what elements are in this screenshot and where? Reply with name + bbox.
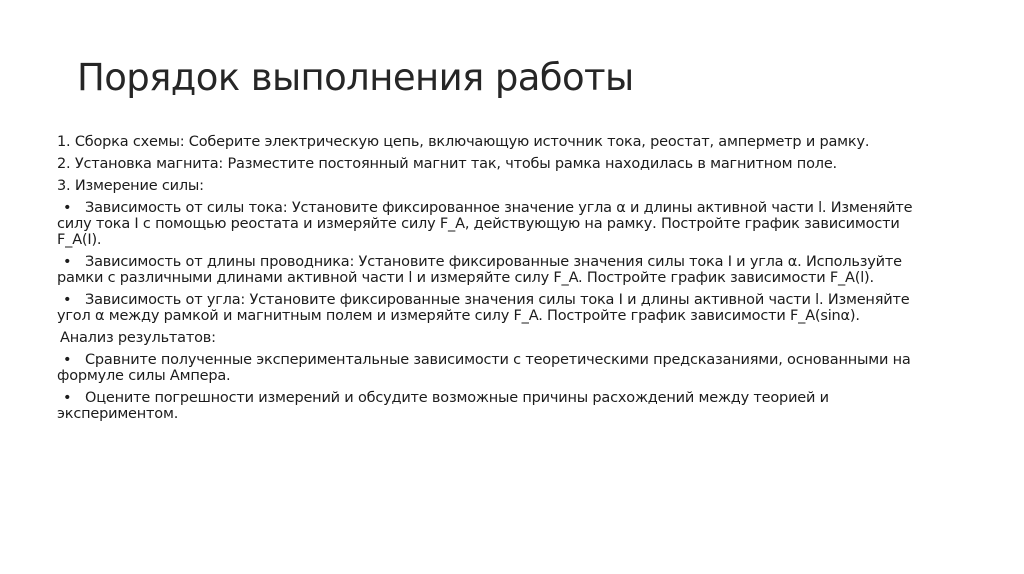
bullet-compare-text: Сравните полученные экспериментальные зависимости с теоретическими предсказаниями, основанными на формуле силы Ампера. [57,352,911,384]
bullet-angle-text: Зависимость от угла: Установите фиксированные значения силы тока I и длины активной части l. Изменяйте угол α между рамкой и магнитным полем и измеряйте силу F_A. Постройте график зависимости F_A(sinα). [57,292,910,324]
bullet-compare [57,352,917,384]
bullet-errors-text: Оцените погрешности измерений и обсудите возможные причины расхождений между теорией и экспериментом. [57,390,829,422]
bullet-errors [57,390,917,422]
step-measure-text: 3. Измерение силы: [57,178,204,194]
bullet-icon: • [63,254,72,270]
step-measure [57,178,917,194]
bullet-angle-dependence [57,292,917,324]
step-assembly [57,134,917,150]
step-assembly-text: 1. Сборка схемы: Соберите электрическую цепь, включающую источник тока, реостат, амперметр и рамку. [57,134,870,150]
analysis-heading [57,330,917,346]
bullet-icon: • [63,390,72,406]
bullet-icon: • [63,200,72,216]
bullet-length-text: Зависимость от длины проводника: Установите фиксированные значения силы тока I и угла α. Используйте рамки с различными длинами активной части l и измеряйте силу F_A. Постройте график зависимости F_A(l). [57,254,902,286]
bullet-icon: • [63,292,72,308]
slide-body [57,134,917,428]
bullet-icon: • [63,352,72,368]
bullet-current-text: Зависимость от силы тока: Установите фиксированное значение угла α и длины активной части l. Изменяйте силу тока I с помощью реостата и измеряйте силу F_A, действующую на рамку. Постройте график зависимости F_A(I). [57,200,913,248]
bullet-length-dependence [57,254,917,286]
slide-title: Порядок выполнения работы [77,56,634,99]
bullet-current-dependence [57,200,917,248]
step-magnet [57,156,917,172]
step-magnet-text: 2. Установка магнита: Разместите постоянный магнит так, чтобы рамка находилась в магнитном поле. [57,156,837,172]
analysis-heading-text: Анализ результатов: [60,330,216,346]
